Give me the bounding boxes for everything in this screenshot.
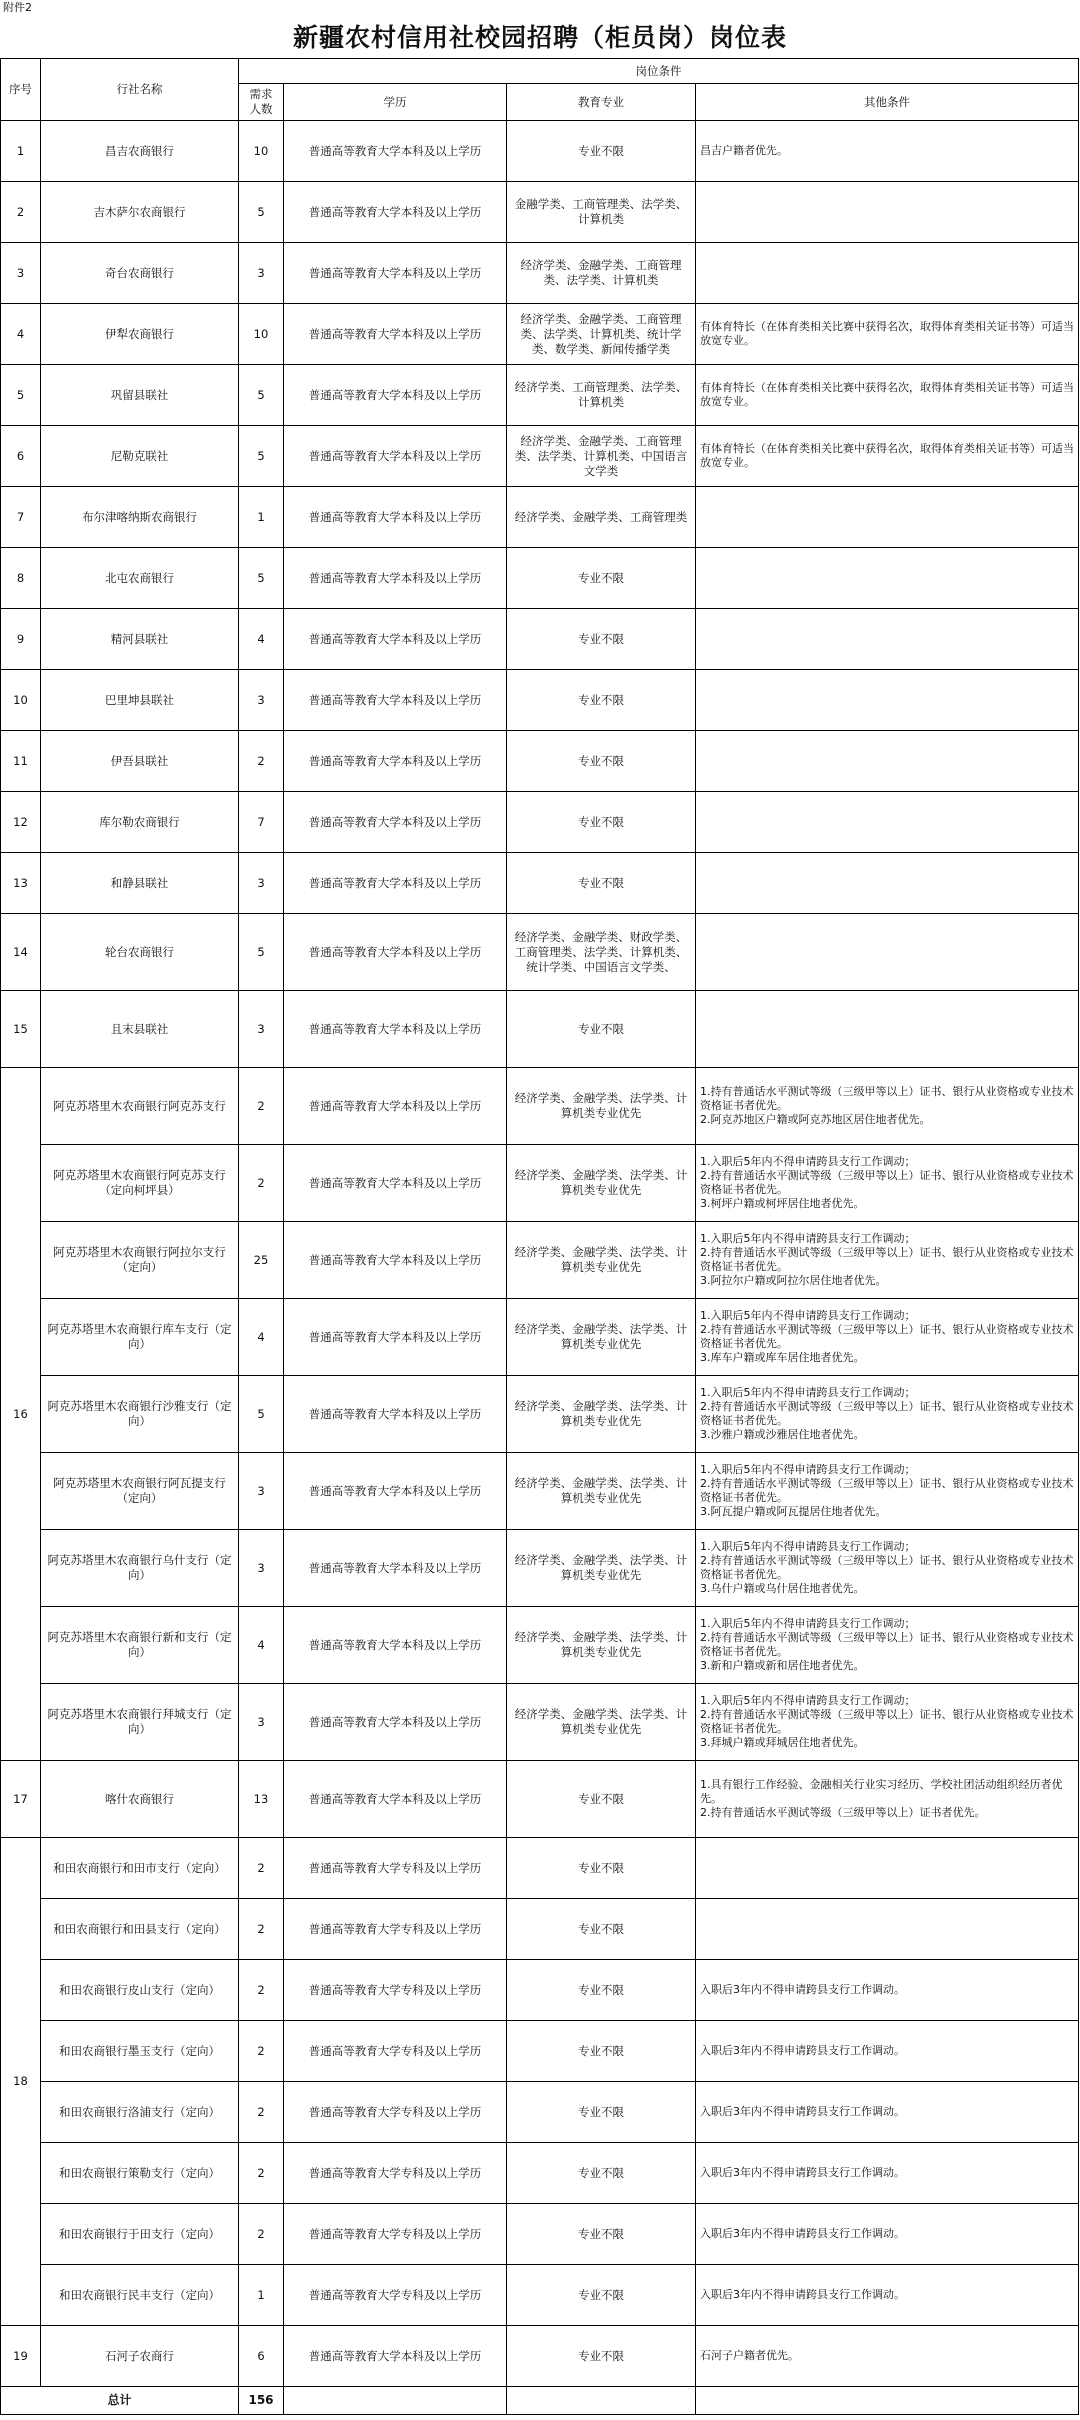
table-row	[1, 792, 1079, 853]
table-row	[1, 487, 1079, 548]
row-index: 5	[1, 365, 41, 426]
demand-count: 4	[239, 609, 284, 670]
branch-name: 和田农商银行策勒支行（定向）	[41, 2143, 239, 2204]
table-row	[1, 1960, 1079, 2021]
education-requirement: 普通高等教育大学本科及以上学历	[284, 1299, 507, 1376]
demand-count: 3	[239, 243, 284, 304]
other-conditions: 1.入职后5年内不得申请跨县支行工作调动； 2.持有普通话水平测试等级（三级甲等以上）证书、银行从业资格或专业技术资格证书者优先。 3.沙雅户籍或沙雅居住地者优先。	[696, 1376, 1079, 1453]
header-index: 序号	[1, 59, 41, 121]
row-index: 9	[1, 609, 41, 670]
branch-name: 阿克苏塔里木农商银行阿克苏支行	[41, 1068, 239, 1145]
education-requirement: 普通高等教育大学本科及以上学历	[284, 487, 507, 548]
other-conditions: 1.入职后5年内不得申请跨县支行工作调动； 2.持有普通话水平测试等级（三级甲等以上）证书、银行从业资格或专业技术资格证书者优先。 3.库车户籍或库车居住地者优先。	[696, 1299, 1079, 1376]
branch-name: 库尔勒农商银行	[41, 792, 239, 853]
branch-name: 和田农商银行皮山支行（定向）	[41, 1960, 239, 2021]
education-requirement: 普通高等教育大学本科及以上学历	[284, 853, 507, 914]
demand-count: 25	[239, 1222, 284, 1299]
row-index: 11	[1, 731, 41, 792]
row-index: 19	[1, 2326, 41, 2387]
demand-count: 4	[239, 1299, 284, 1376]
demand-count: 2	[239, 2143, 284, 2204]
table-row	[1, 2143, 1079, 2204]
major-requirement: 专业不限	[507, 670, 696, 731]
major-requirement: 经济学类、工商管理类、法学类、计算机类	[507, 365, 696, 426]
branch-name: 伊犁农商银行	[41, 304, 239, 365]
education-requirement: 普通高等教育大学本科及以上学历	[284, 670, 507, 731]
branch-name: 布尔津喀纳斯农商银行	[41, 487, 239, 548]
branch-name: 奇台农商银行	[41, 243, 239, 304]
row-index: 7	[1, 487, 41, 548]
major-requirement: 经济学类、金融学类、财政学类、工商管理类、法学类、计算机类、统计学类、中国语言文学类、	[507, 914, 696, 991]
row-index: 18	[1, 1838, 41, 2326]
other-conditions: 昌吉户籍者优先。	[696, 121, 1079, 182]
table-row	[1, 670, 1079, 731]
branch-name: 阿克苏塔里木农商银行阿拉尔支行（定向）	[41, 1222, 239, 1299]
major-requirement: 专业不限	[507, 991, 696, 1068]
other-conditions: 入职后3年内不得申请跨县支行工作调动。	[696, 2265, 1079, 2326]
branch-name: 且末县联社	[41, 991, 239, 1068]
education-requirement: 普通高等教育大学本科及以上学历	[284, 365, 507, 426]
other-conditions: 1.入职后5年内不得申请跨县支行工作调动； 2.持有普通话水平测试等级（三级甲等以上）证书、银行从业资格或专业技术资格证书者优先。 3.新和户籍或新和居住地者优先。	[696, 1607, 1079, 1684]
education-requirement: 普通高等教育大学本科及以上学历	[284, 1530, 507, 1607]
demand-count: 10	[239, 121, 284, 182]
other-conditions	[696, 731, 1079, 792]
row-index: 4	[1, 304, 41, 365]
major-requirement: 经济学类、金融学类、法学类、计算机类专业优先	[507, 1530, 696, 1607]
education-requirement: 普通高等教育大学本科及以上学历	[284, 792, 507, 853]
education-requirement: 普通高等教育大学本科及以上学历	[284, 304, 507, 365]
other-conditions	[696, 609, 1079, 670]
other-conditions: 1.具有银行工作经验、金融相关行业实习经历、学校社团活动组织经历者优先。 2.持有普通话水平测试等级（三级甲等以上）证书者优先。	[696, 1761, 1079, 1838]
other-conditions: 有体育特长（在体育类相关比赛中获得名次，取得体育类相关证书等）可适当放宽专业。	[696, 365, 1079, 426]
table-row	[1, 914, 1079, 991]
branch-name: 昌吉农商银行	[41, 121, 239, 182]
table-row	[1, 1684, 1079, 1761]
major-requirement: 专业不限	[507, 609, 696, 670]
major-requirement: 经济学类、金融学类、法学类、计算机类专业优先	[507, 1607, 696, 1684]
education-requirement: 普通高等教育大学专科及以上学历	[284, 2021, 507, 2082]
education-requirement: 普通高等教育大学本科及以上学历	[284, 121, 507, 182]
total-count: 156	[239, 2387, 284, 2415]
demand-count: 5	[239, 365, 284, 426]
positions-table	[0, 58, 1079, 2415]
major-requirement: 经济学类、金融学类、法学类、计算机类专业优先	[507, 1684, 696, 1761]
major-requirement: 专业不限	[507, 2082, 696, 2143]
table-row	[1, 121, 1079, 182]
branch-name: 阿克苏塔里木农商银行新和支行（定向）	[41, 1607, 239, 1684]
education-requirement: 普通高等教育大学本科及以上学历	[284, 1607, 507, 1684]
table-row	[1, 243, 1079, 304]
education-requirement: 普通高等教育大学本科及以上学历	[284, 914, 507, 991]
branch-name: 和田农商银行洛浦支行（定向）	[41, 2082, 239, 2143]
major-requirement: 专业不限	[507, 121, 696, 182]
education-requirement: 普通高等教育大学本科及以上学历	[284, 2326, 507, 2387]
branch-name: 阿克苏塔里木农商银行库车支行（定向）	[41, 1299, 239, 1376]
demand-count: 6	[239, 2326, 284, 2387]
major-requirement: 经济学类、金融学类、工商管理类	[507, 487, 696, 548]
demand-count: 1	[239, 2265, 284, 2326]
table-row	[1, 853, 1079, 914]
branch-name: 吉木萨尔农商银行	[41, 182, 239, 243]
table-row	[1, 1453, 1079, 1530]
major-requirement: 经济学类、金融学类、工商管理类、法学类、计算机类、统计学类、数学类、新闻传播学类	[507, 304, 696, 365]
major-requirement: 经济学类、金融学类、法学类、计算机类专业优先	[507, 1299, 696, 1376]
demand-count: 5	[239, 1376, 284, 1453]
major-requirement: 经济学类、金融学类、法学类、计算机类专业优先	[507, 1222, 696, 1299]
major-requirement: 专业不限	[507, 2326, 696, 2387]
header-branch: 行社名称	[41, 59, 239, 121]
education-requirement: 普通高等教育大学本科及以上学历	[284, 1222, 507, 1299]
row-index: 15	[1, 991, 41, 1068]
branch-name: 轮台农商银行	[41, 914, 239, 991]
demand-count: 2	[239, 1068, 284, 1145]
other-conditions: 入职后3年内不得申请跨县支行工作调动。	[696, 2143, 1079, 2204]
table-row	[1, 304, 1079, 365]
demand-count: 5	[239, 426, 284, 487]
demand-count: 2	[239, 2021, 284, 2082]
education-requirement: 普通高等教育大学本科及以上学历	[284, 426, 507, 487]
total-label: 总计	[1, 2387, 239, 2415]
row-index: 6	[1, 426, 41, 487]
table-row	[1, 991, 1079, 1068]
demand-count: 2	[239, 1899, 284, 1960]
demand-count: 5	[239, 182, 284, 243]
education-requirement: 普通高等教育大学本科及以上学历	[284, 1145, 507, 1222]
demand-count: 2	[239, 1838, 284, 1899]
major-requirement: 专业不限	[507, 1761, 696, 1838]
other-conditions: 1.持有普通话水平测试等级（三级甲等以上）证书、银行从业资格或专业技术资格证书者优先。 2.阿克苏地区户籍或阿克苏地区居住地者优先。	[696, 1068, 1079, 1145]
row-index: 8	[1, 548, 41, 609]
other-conditions	[696, 1838, 1079, 1899]
other-conditions: 入职后3年内不得申请跨县支行工作调动。	[696, 2082, 1079, 2143]
major-requirement: 专业不限	[507, 1960, 696, 2021]
other-conditions: 有体育特长（在体育类相关比赛中获得名次，取得体育类相关证书等）可适当放宽专业。	[696, 304, 1079, 365]
major-requirement: 专业不限	[507, 792, 696, 853]
major-requirement: 专业不限	[507, 1899, 696, 1960]
education-requirement: 普通高等教育大学专科及以上学历	[284, 2204, 507, 2265]
other-conditions	[696, 853, 1079, 914]
total-empty-education	[284, 2387, 507, 2415]
demand-count: 3	[239, 1684, 284, 1761]
other-conditions	[696, 243, 1079, 304]
table-row	[1, 731, 1079, 792]
demand-count: 2	[239, 2082, 284, 2143]
branch-name: 和田农商银行和田市支行（定向）	[41, 1838, 239, 1899]
major-requirement: 专业不限	[507, 2265, 696, 2326]
table-row	[1, 182, 1079, 243]
row-index: 1	[1, 121, 41, 182]
row-index: 12	[1, 792, 41, 853]
demand-count: 2	[239, 731, 284, 792]
total-empty-major	[507, 2387, 696, 2415]
branch-name: 和田农商银行于田支行（定向）	[41, 2204, 239, 2265]
major-requirement: 经济学类、金融学类、法学类、计算机类专业优先	[507, 1453, 696, 1530]
other-conditions	[696, 487, 1079, 548]
header-education: 学历	[284, 84, 507, 121]
other-conditions	[696, 1899, 1079, 1960]
branch-name: 和田农商银行和田县支行（定向）	[41, 1899, 239, 1960]
education-requirement: 普通高等教育大学本科及以上学历	[284, 1068, 507, 1145]
table-row	[1, 1899, 1079, 1960]
other-conditions: 1.入职后5年内不得申请跨县支行工作调动； 2.持有普通话水平测试等级（三级甲等以上）证书、银行从业资格或专业技术资格证书者优先。 3.乌什户籍或乌什居住地者优先。	[696, 1530, 1079, 1607]
demand-count: 5	[239, 914, 284, 991]
header-count: 需求 人数	[239, 84, 284, 121]
table-row	[1, 2326, 1079, 2387]
table-row	[1, 1068, 1079, 1145]
other-conditions: 石河子户籍者优先。	[696, 2326, 1079, 2387]
education-requirement: 普通高等教育大学专科及以上学历	[284, 2082, 507, 2143]
table-row	[1, 1530, 1079, 1607]
table-row	[1, 1222, 1079, 1299]
header-conditions: 岗位条件	[239, 59, 1079, 84]
table-body	[1, 121, 1079, 2415]
demand-count: 3	[239, 670, 284, 731]
education-requirement: 普通高等教育大学专科及以上学历	[284, 2265, 507, 2326]
major-requirement: 经济学类、金融学类、法学类、计算机类专业优先	[507, 1068, 696, 1145]
major-requirement: 专业不限	[507, 853, 696, 914]
branch-name: 和田农商银行民丰支行（定向）	[41, 2265, 239, 2326]
demand-count: 3	[239, 991, 284, 1068]
other-conditions: 有体育特长（在体育类相关比赛中获得名次，取得体育类相关证书等）可适当放宽专业。	[696, 426, 1079, 487]
demand-count: 2	[239, 2204, 284, 2265]
table-row	[1, 1607, 1079, 1684]
demand-count: 3	[239, 853, 284, 914]
table-row	[1, 2265, 1079, 2326]
branch-name: 精河县联社	[41, 609, 239, 670]
total-row	[1, 2387, 1079, 2415]
table-row	[1, 548, 1079, 609]
branch-name: 巩留县联社	[41, 365, 239, 426]
demand-count: 13	[239, 1761, 284, 1838]
education-requirement: 普通高等教育大学本科及以上学历	[284, 182, 507, 243]
major-requirement: 专业不限	[507, 1838, 696, 1899]
table-row	[1, 1838, 1079, 1899]
table-row	[1, 2021, 1079, 2082]
table-row	[1, 609, 1079, 670]
total-empty-other	[696, 2387, 1079, 2415]
major-requirement: 专业不限	[507, 2021, 696, 2082]
demand-count: 10	[239, 304, 284, 365]
education-requirement: 普通高等教育大学专科及以上学历	[284, 1899, 507, 1960]
education-requirement: 普通高等教育大学本科及以上学历	[284, 1684, 507, 1761]
document-title: 新疆农村信用社校园招聘（柜员岗）岗位表	[292, 23, 787, 52]
other-conditions: 入职后3年内不得申请跨县支行工作调动。	[696, 1960, 1079, 2021]
major-requirement: 专业不限	[507, 548, 696, 609]
row-index: 17	[1, 1761, 41, 1838]
demand-count: 5	[239, 548, 284, 609]
other-conditions: 1.入职后5年内不得申请跨县支行工作调动； 2.持有普通话水平测试等级（三级甲等以上）证书、银行从业资格或专业技术资格证书者优先。 3.拜城户籍或拜城居住地者优先。	[696, 1684, 1079, 1761]
other-conditions	[696, 792, 1079, 853]
branch-name: 尼勒克联社	[41, 426, 239, 487]
other-conditions: 1.入职后5年内不得申请跨县支行工作调动； 2.持有普通话水平测试等级（三级甲等以上）证书、银行从业资格或专业技术资格证书者优先。 3.阿拉尔户籍或阿拉尔居住地者优先。	[696, 1222, 1079, 1299]
row-index: 16	[1, 1068, 41, 1761]
demand-count: 2	[239, 1960, 284, 2021]
demand-count: 1	[239, 487, 284, 548]
education-requirement: 普通高等教育大学本科及以上学历	[284, 243, 507, 304]
table-row	[1, 2204, 1079, 2265]
major-requirement: 专业不限	[507, 2204, 696, 2265]
other-conditions: 入职后3年内不得申请跨县支行工作调动。	[696, 2204, 1079, 2265]
branch-name: 阿克苏塔里木农商银行乌什支行（定向）	[41, 1530, 239, 1607]
education-requirement: 普通高等教育大学专科及以上学历	[284, 1960, 507, 2021]
branch-name: 阿克苏塔里木农商银行拜城支行（定向）	[41, 1684, 239, 1761]
demand-count: 4	[239, 1607, 284, 1684]
major-requirement: 经济学类、金融学类、工商管理类、法学类、计算机类、中国语言文学类	[507, 426, 696, 487]
demand-count: 3	[239, 1453, 284, 1530]
education-requirement: 普通高等教育大学本科及以上学历	[284, 1761, 507, 1838]
other-conditions	[696, 914, 1079, 991]
major-requirement: 经济学类、金融学类、工商管理类、法学类、计算机类	[507, 243, 696, 304]
education-requirement: 普通高等教育大学专科及以上学历	[284, 2143, 507, 2204]
branch-name: 巴里坤县联社	[41, 670, 239, 731]
table-row	[1, 1145, 1079, 1222]
branch-name: 和田农商银行墨玉支行（定向）	[41, 2021, 239, 2082]
row-index: 3	[1, 243, 41, 304]
other-conditions	[696, 548, 1079, 609]
other-conditions	[696, 182, 1079, 243]
major-requirement: 经济学类、金融学类、法学类、计算机类专业优先	[507, 1376, 696, 1453]
branch-name: 石河子农商行	[41, 2326, 239, 2387]
table-row	[1, 365, 1079, 426]
education-requirement: 普通高等教育大学本科及以上学历	[284, 609, 507, 670]
major-requirement: 专业不限	[507, 2143, 696, 2204]
branch-name: 喀什农商银行	[41, 1761, 239, 1838]
row-index: 13	[1, 853, 41, 914]
education-requirement: 普通高等教育大学本科及以上学历	[284, 548, 507, 609]
attachment-label: 附件2	[3, 1, 32, 14]
branch-name: 和静县联社	[41, 853, 239, 914]
other-conditions: 1.入职后5年内不得申请跨县支行工作调动； 2.持有普通话水平测试等级（三级甲等以上）证书、银行从业资格或专业技术资格证书者优先。 3.阿瓦提户籍或阿瓦提居住地者优先。	[696, 1453, 1079, 1530]
demand-count: 2	[239, 1145, 284, 1222]
major-requirement: 专业不限	[507, 731, 696, 792]
other-conditions	[696, 670, 1079, 731]
table-row	[1, 426, 1079, 487]
demand-count: 7	[239, 792, 284, 853]
branch-name: 伊吾县联社	[41, 731, 239, 792]
major-requirement: 金融学类、工商管理类、法学类、计算机类	[507, 182, 696, 243]
branch-name: 阿克苏塔里木农商银行沙雅支行（定向）	[41, 1376, 239, 1453]
education-requirement: 普通高等教育大学本科及以上学历	[284, 1376, 507, 1453]
major-requirement: 经济学类、金融学类、法学类、计算机类专业优先	[507, 1145, 696, 1222]
education-requirement: 普通高等教育大学本科及以上学历	[284, 1453, 507, 1530]
header-major: 教育专业	[507, 84, 696, 121]
other-conditions	[696, 991, 1079, 1068]
table-row	[1, 1376, 1079, 1453]
header-other: 其他条件	[696, 84, 1079, 121]
row-index: 14	[1, 914, 41, 991]
table-row	[1, 1299, 1079, 1376]
table-row	[1, 2082, 1079, 2143]
demand-count: 3	[239, 1530, 284, 1607]
other-conditions: 入职后3年内不得申请跨县支行工作调动。	[696, 2021, 1079, 2082]
branch-name: 阿克苏塔里木农商银行阿克苏支行（定向柯坪县）	[41, 1145, 239, 1222]
other-conditions: 1.入职后5年内不得申请跨县支行工作调动； 2.持有普通话水平测试等级（三级甲等以上）证书、银行从业资格或专业技术资格证书者优先。 3.柯坪户籍或柯坪居住地者优先。	[696, 1145, 1079, 1222]
row-index: 2	[1, 182, 41, 243]
row-index: 10	[1, 670, 41, 731]
education-requirement: 普通高等教育大学本科及以上学历	[284, 991, 507, 1068]
branch-name: 北屯农商银行	[41, 548, 239, 609]
table-row	[1, 1761, 1079, 1838]
education-requirement: 普通高等教育大学专科及以上学历	[284, 1838, 507, 1899]
education-requirement: 普通高等教育大学本科及以上学历	[284, 731, 507, 792]
branch-name: 阿克苏塔里木农商银行阿瓦提支行（定向）	[41, 1453, 239, 1530]
